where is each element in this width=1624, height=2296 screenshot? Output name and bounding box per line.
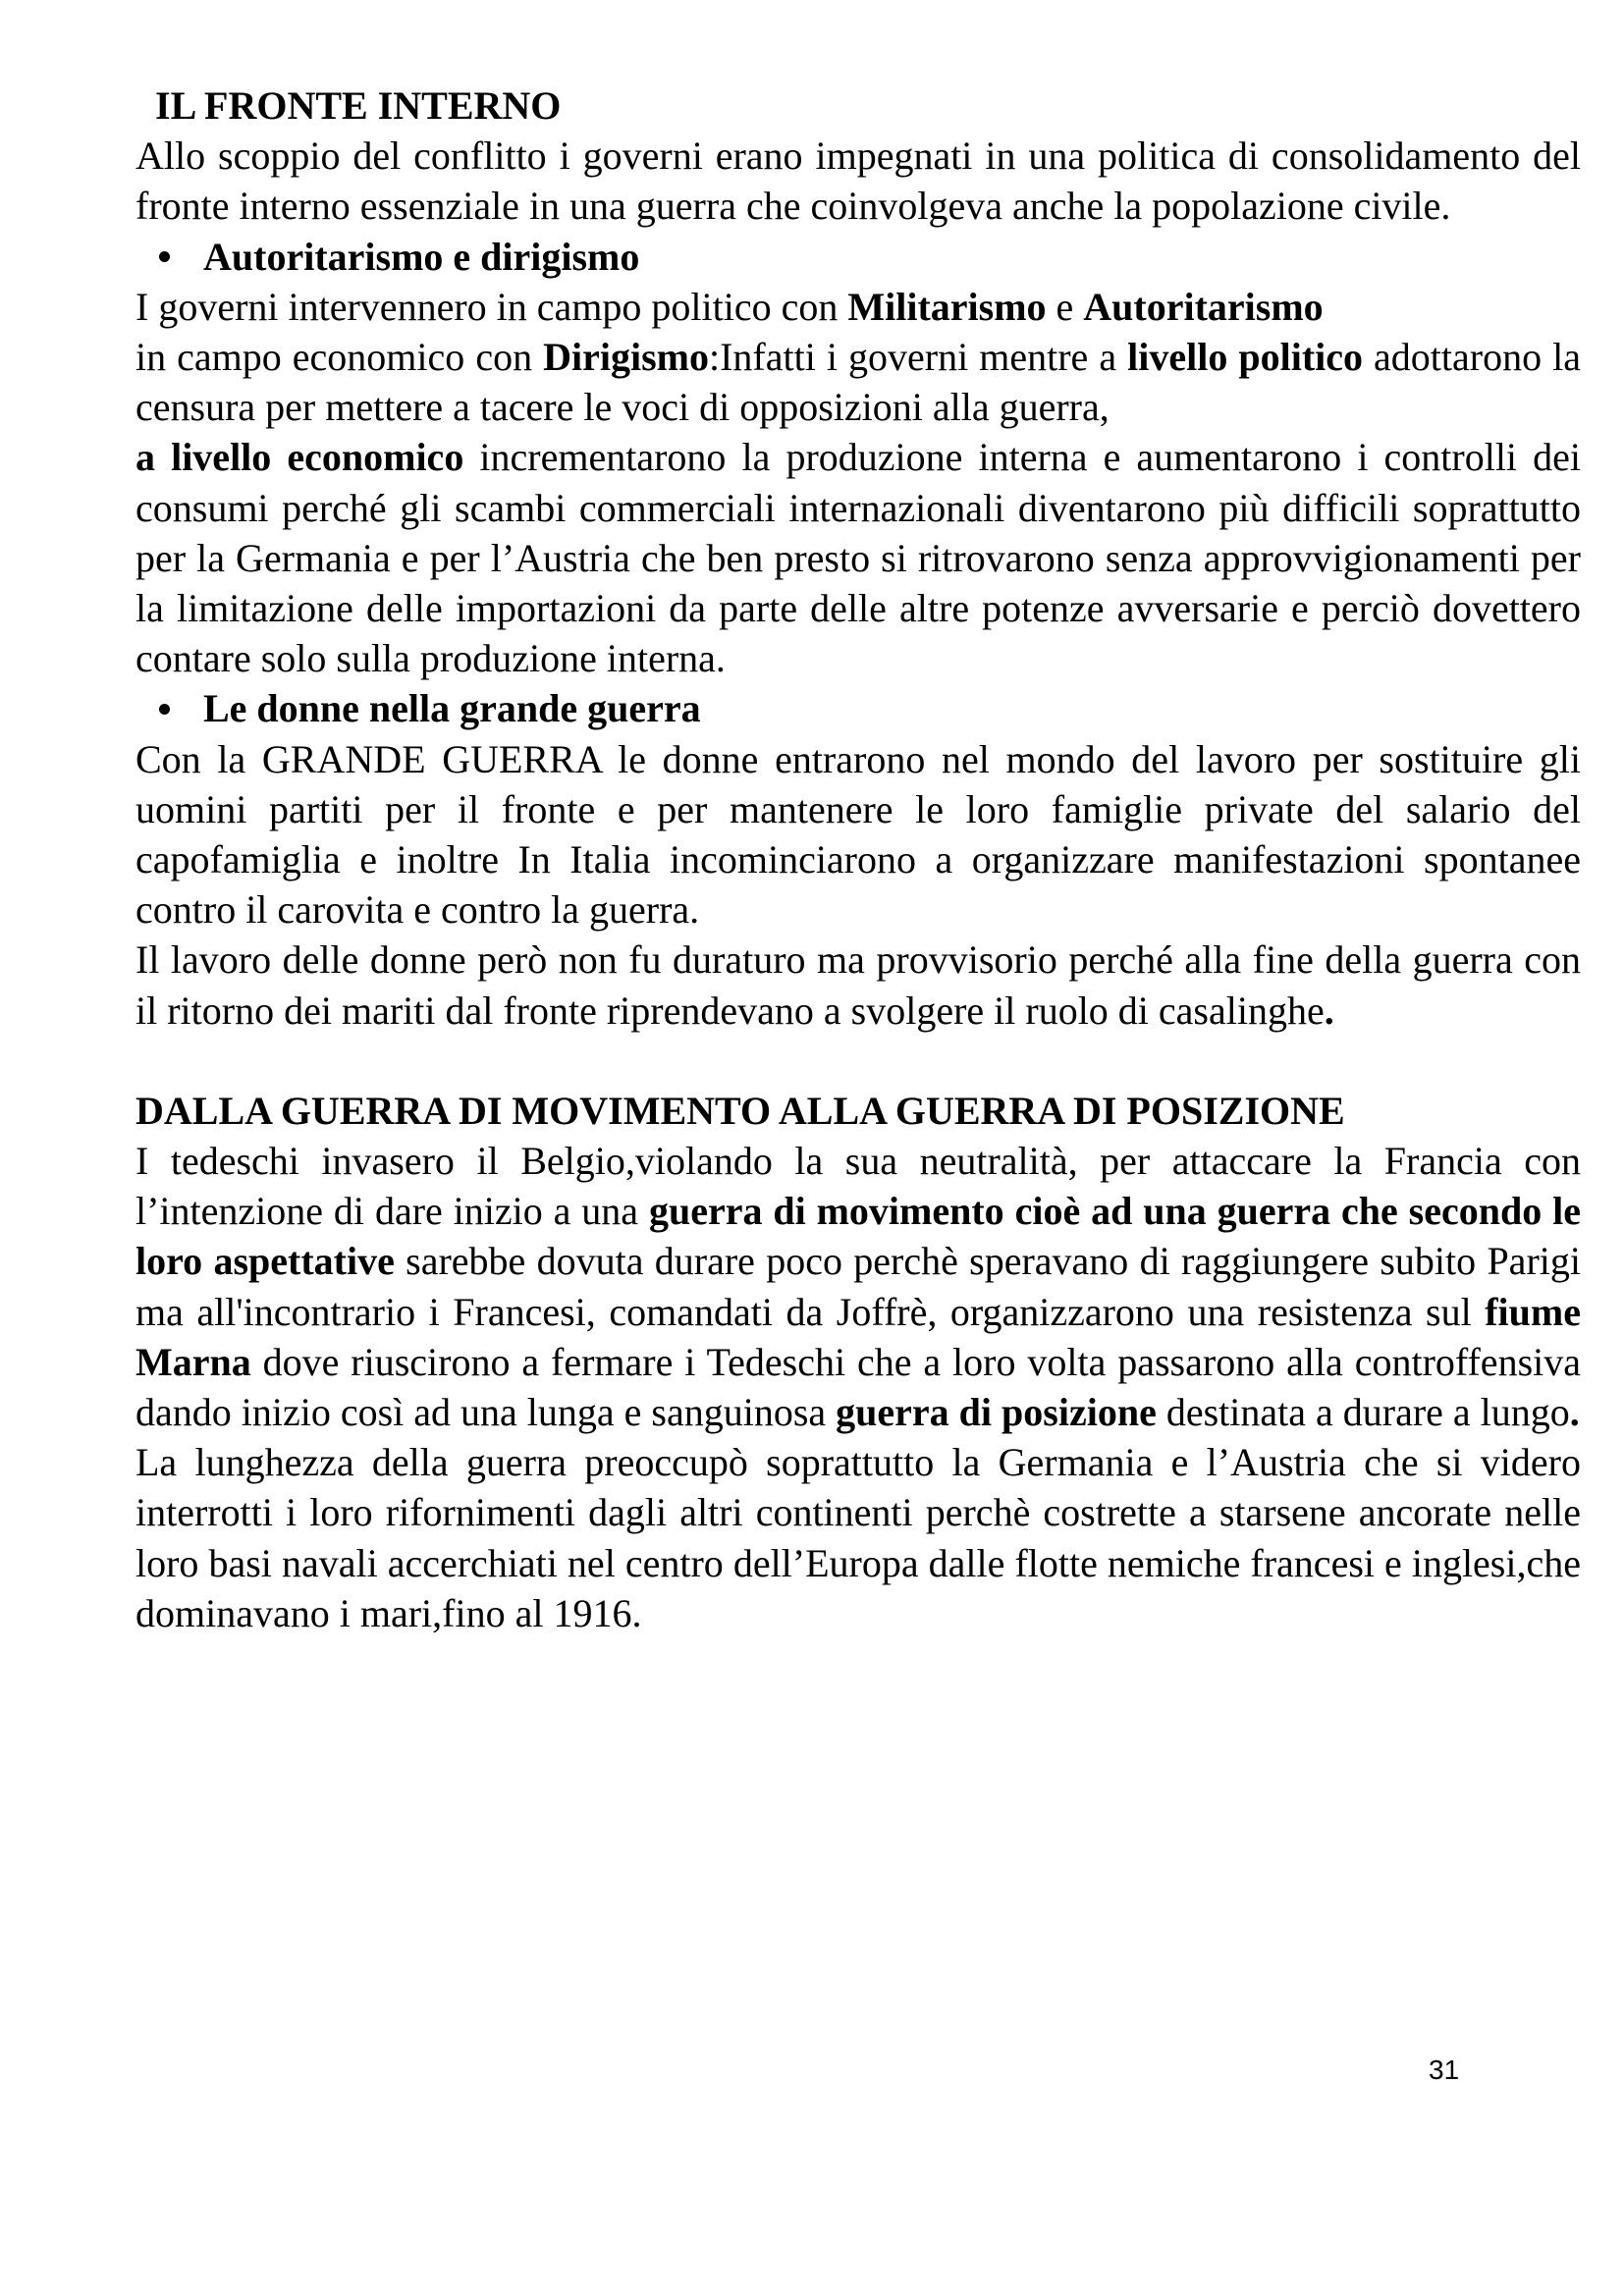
text-run: I tedeschi invasero il Belgio,violando la sua neutralità, per attaccare la Francia con l’intenzione di dare inizio a una <box>135 1139 1581 1234</box>
section-title-guerra-posizione: DALLA GUERRA DI MOVIMENTO ALLA GUERRA DI POSIZIONE <box>135 1088 1345 1133</box>
paragraph-donne-provvisorio <box>135 934 1581 1035</box>
bold-term: guerra di movimento cioè ad una guerra che secondo le loro aspettative <box>135 1189 1582 1284</box>
bold-term: . <box>1569 1390 1580 1435</box>
text-run: dove riuscirono a fermare i Tedeschi che a loro volta passarono alla controffensiva dando inizio così ad una lunga e sanguinosa <box>135 1339 1581 1435</box>
section-gap <box>135 1036 1581 1086</box>
bullet-heading-label: Le donne nella grande guerra <box>203 686 701 731</box>
text-run: e <box>1046 284 1084 329</box>
paragraph-intro: Allo scoppio del conflitto i governi erano impegnati in una politica di consolidamento del fronte interno essenziale in una guerra che coinvolgeva anche la popolazione civile. <box>135 133 1581 229</box>
bold-term: Militarismo <box>847 284 1047 329</box>
paragraph-campo-economico <box>135 332 1581 432</box>
bold-term: fiume Marna <box>135 1289 1581 1384</box>
bullet-heading-autoritarismo <box>135 232 1581 282</box>
text-run: destinata a durare a lungo <box>1156 1390 1570 1435</box>
paragraph-tedeschi-belgio <box>135 1136 1581 1437</box>
text-run: :Infatti i governi mentre a <box>708 335 1128 380</box>
bold-term: . <box>1324 988 1334 1033</box>
bold-term: Dirigismo <box>543 335 709 380</box>
bullet-icon <box>159 704 170 715</box>
paragraph-lunghezza-guerra: La lunghezza della guerra preoccupò soprattutto la Germania e l’Austria che si videro interrotti i loro rifornimenti dagli altri continenti perchè costrette a starsene ancorate nelle loro basi navali accerchiati nel centro dell’Europa dalle flotte nemiche francesi e inglesi,che dominavano i mari,fino al 1916. <box>135 1440 1581 1635</box>
bold-term: guerra di posizione <box>836 1390 1157 1435</box>
bullet-heading-label: Autoritarismo e dirigismo <box>203 234 640 279</box>
text-run: sarebbe dovuta durare poco perchè speravano di raggiungere subito Parigi ma all'incontrario i Francesi, comandati da Joffrè, organizzarono una resistenza sul <box>135 1239 1581 1334</box>
text-run: incrementarono la produzione interna e aumentarono i controlli dei consumi perché gli scambi commerciali internazionali diventarono più difficili soprattutto per la Germania e per l’Austria che ben presto si ritrovarono senza approvvigionamenti per la limitazione delle importazioni da parte delle altre potenze avversarie e perciò dovettero contare solo sulla produzione interna. <box>135 435 1581 681</box>
text-run: adottarono la censura per mettere a tacere le voci di opposizioni alla guerra, <box>135 335 1581 430</box>
text-run: Il lavoro delle donne però non fu duraturo ma provvisorio perché alla fine della guerra con il ritorno dei mariti dal fronte riprendevano a svolgere il ruolo di casalinghe <box>135 937 1581 1033</box>
bullet-heading-donne <box>135 683 1581 733</box>
page-number: 31 <box>1429 2055 1460 2085</box>
paragraph-governi <box>135 282 1581 332</box>
bullet-icon <box>159 251 170 262</box>
paragraph-donne-lavoro: Con la GRANDE GUERRA le donne entrarono nel mondo del lavoro per sostituire gli uomini partiti per il fronte e per mantenere le loro famiglie private del salario del capofamiglia e inoltre In Italia incominciarono a organizzare manifestazioni spontanee contro il carovita e contro la guerra. <box>135 736 1581 933</box>
bold-term: livello politico <box>1127 335 1364 380</box>
bold-term: Autoritarismo <box>1083 284 1324 329</box>
bold-term: a livello economico <box>135 435 464 480</box>
paragraph-livello-economico <box>135 432 1581 683</box>
text-run: in campo economico con <box>135 335 544 380</box>
text-run: I governi intervennero in campo politico con <box>135 284 848 329</box>
section-title-fronte-interno: IL FRONTE INTERNO <box>155 83 562 128</box>
page-content <box>135 80 1581 1638</box>
